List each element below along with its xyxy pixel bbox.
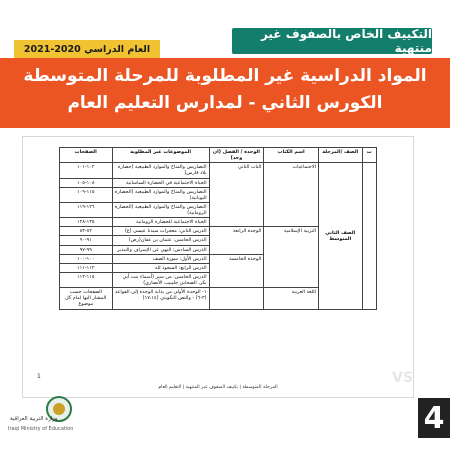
cell-pages: ١٢٦-١١٩ [60,202,113,217]
cell-topic: الدرس الرابع: السجود لله [112,263,209,272]
year-badge: العام الدراسي 2020-2021 [14,40,160,58]
cell-unit-u4: الوحدة الرابعة [209,227,264,254]
header-book: اسم الكتاب [264,148,319,163]
cell-topic: الدرس السادس: النهي عن الإسراف والتبذير [112,245,209,254]
cell-topic: التضاريس والمناخ والموارد الطبيعية (حضارة بلاد فارس) [112,163,209,178]
subjects-table [59,147,377,310]
cell-subject-social: الاجتماعيات [264,163,319,227]
title-line-2: الكورس الثاني - لمدارس التعليم العام [67,93,383,113]
cell-subject-islamic: التربية الإسلامية [264,227,319,288]
cell-unit-empty [209,288,264,309]
header-class: الصف /المرحلة [318,148,362,163]
cell-pages: ١١٥-١١٣ [60,272,113,287]
cell-topic: الدرس الخامس: عثمان بن عفان(رض) [112,236,209,245]
cell-topic: الدرس الثاني: معجزات سيدنا عيسى (ع) [112,227,209,236]
cell-topic: الحياة الاجتماعية للحضارة الرومانية [112,218,209,227]
cell-pages: ١٠٢-١٠١ [60,163,113,178]
title-banner [0,58,450,128]
cell-topic: الدرس الأول: سورة الصف [112,254,209,263]
header-number: ت [362,148,377,163]
cell-topic: الدرس الخامس: من سير (أسماء بنت أبي بكر، الصحابي جليبيب الأنصاري) [112,272,209,287]
title-line-1: المواد الدراسية غير المطلوبة للمرحلة المتوسطة [23,66,427,86]
cell-class: الصف الثاني المتوسط [318,163,362,309]
header-unit: الوحدة / الفصل (ان وجد) [209,148,264,163]
cell-pages: ٩٩-٩٧ [60,245,113,254]
cell-subject-arabic: اللغة العربية [264,288,319,309]
ministry-name-en: Iraqi Ministry of Education [8,426,74,432]
table-row [60,163,377,178]
cell-unit-u5: الوحدة الخامسة [209,254,264,288]
cell-pages: ٨٢-٨٣ [60,227,113,236]
cell-number [362,163,377,309]
cell-topic: التضاريس والمناخ والموارد الطبيعية (الحضارة الرومانية) [112,202,209,217]
page-number: 1 [37,373,41,380]
cell-pages: ١٠٠-١٠٠ [60,254,113,263]
slide-number-chip: 4 [418,398,450,438]
header-pages: الصفحات [60,148,113,163]
watermark: VS [392,370,413,386]
cell-pages: ١١٥-١٠٩ [60,187,113,202]
cell-unit-ch2: الباب الثاني [209,163,264,227]
cell-pages: ٩١-٩٠ [60,236,113,245]
ministry-name-ar: وزارة التربية العراقية [10,416,58,422]
cell-pages: الصفحات حسب المشار اليها امام كل موضوع [60,288,113,309]
cell-pages: ١٣٥-١٢٨ [60,218,113,227]
section-tag: التكييف الخاص بالصفوف غير منتهية [232,28,432,54]
document-footer: المرحلة المتوسطة | تكييف الصفوف غير المنتهية | التعليم العام [158,385,278,390]
document-sheet [22,136,414,398]
table-header-row [60,148,377,163]
cell-topic: ١- الوحدة الأولى من بداية الوحدة إلى القواعد (٣-٦) - والنص التكويني (١٧،١٤) [112,288,209,309]
cell-topic: التضاريس والمناخ والموارد الطبيعية (الحضارة اليونانية) [112,187,209,202]
header-topics: الموضوعات غير المطلوبة [112,148,209,163]
cell-topic: الحياة الاجتماعية في الحضارة الساسانية [112,178,209,187]
cell-pages: ١٠٨-١٠٥ [60,178,113,187]
cell-pages: ١١٢-١١١ [60,263,113,272]
